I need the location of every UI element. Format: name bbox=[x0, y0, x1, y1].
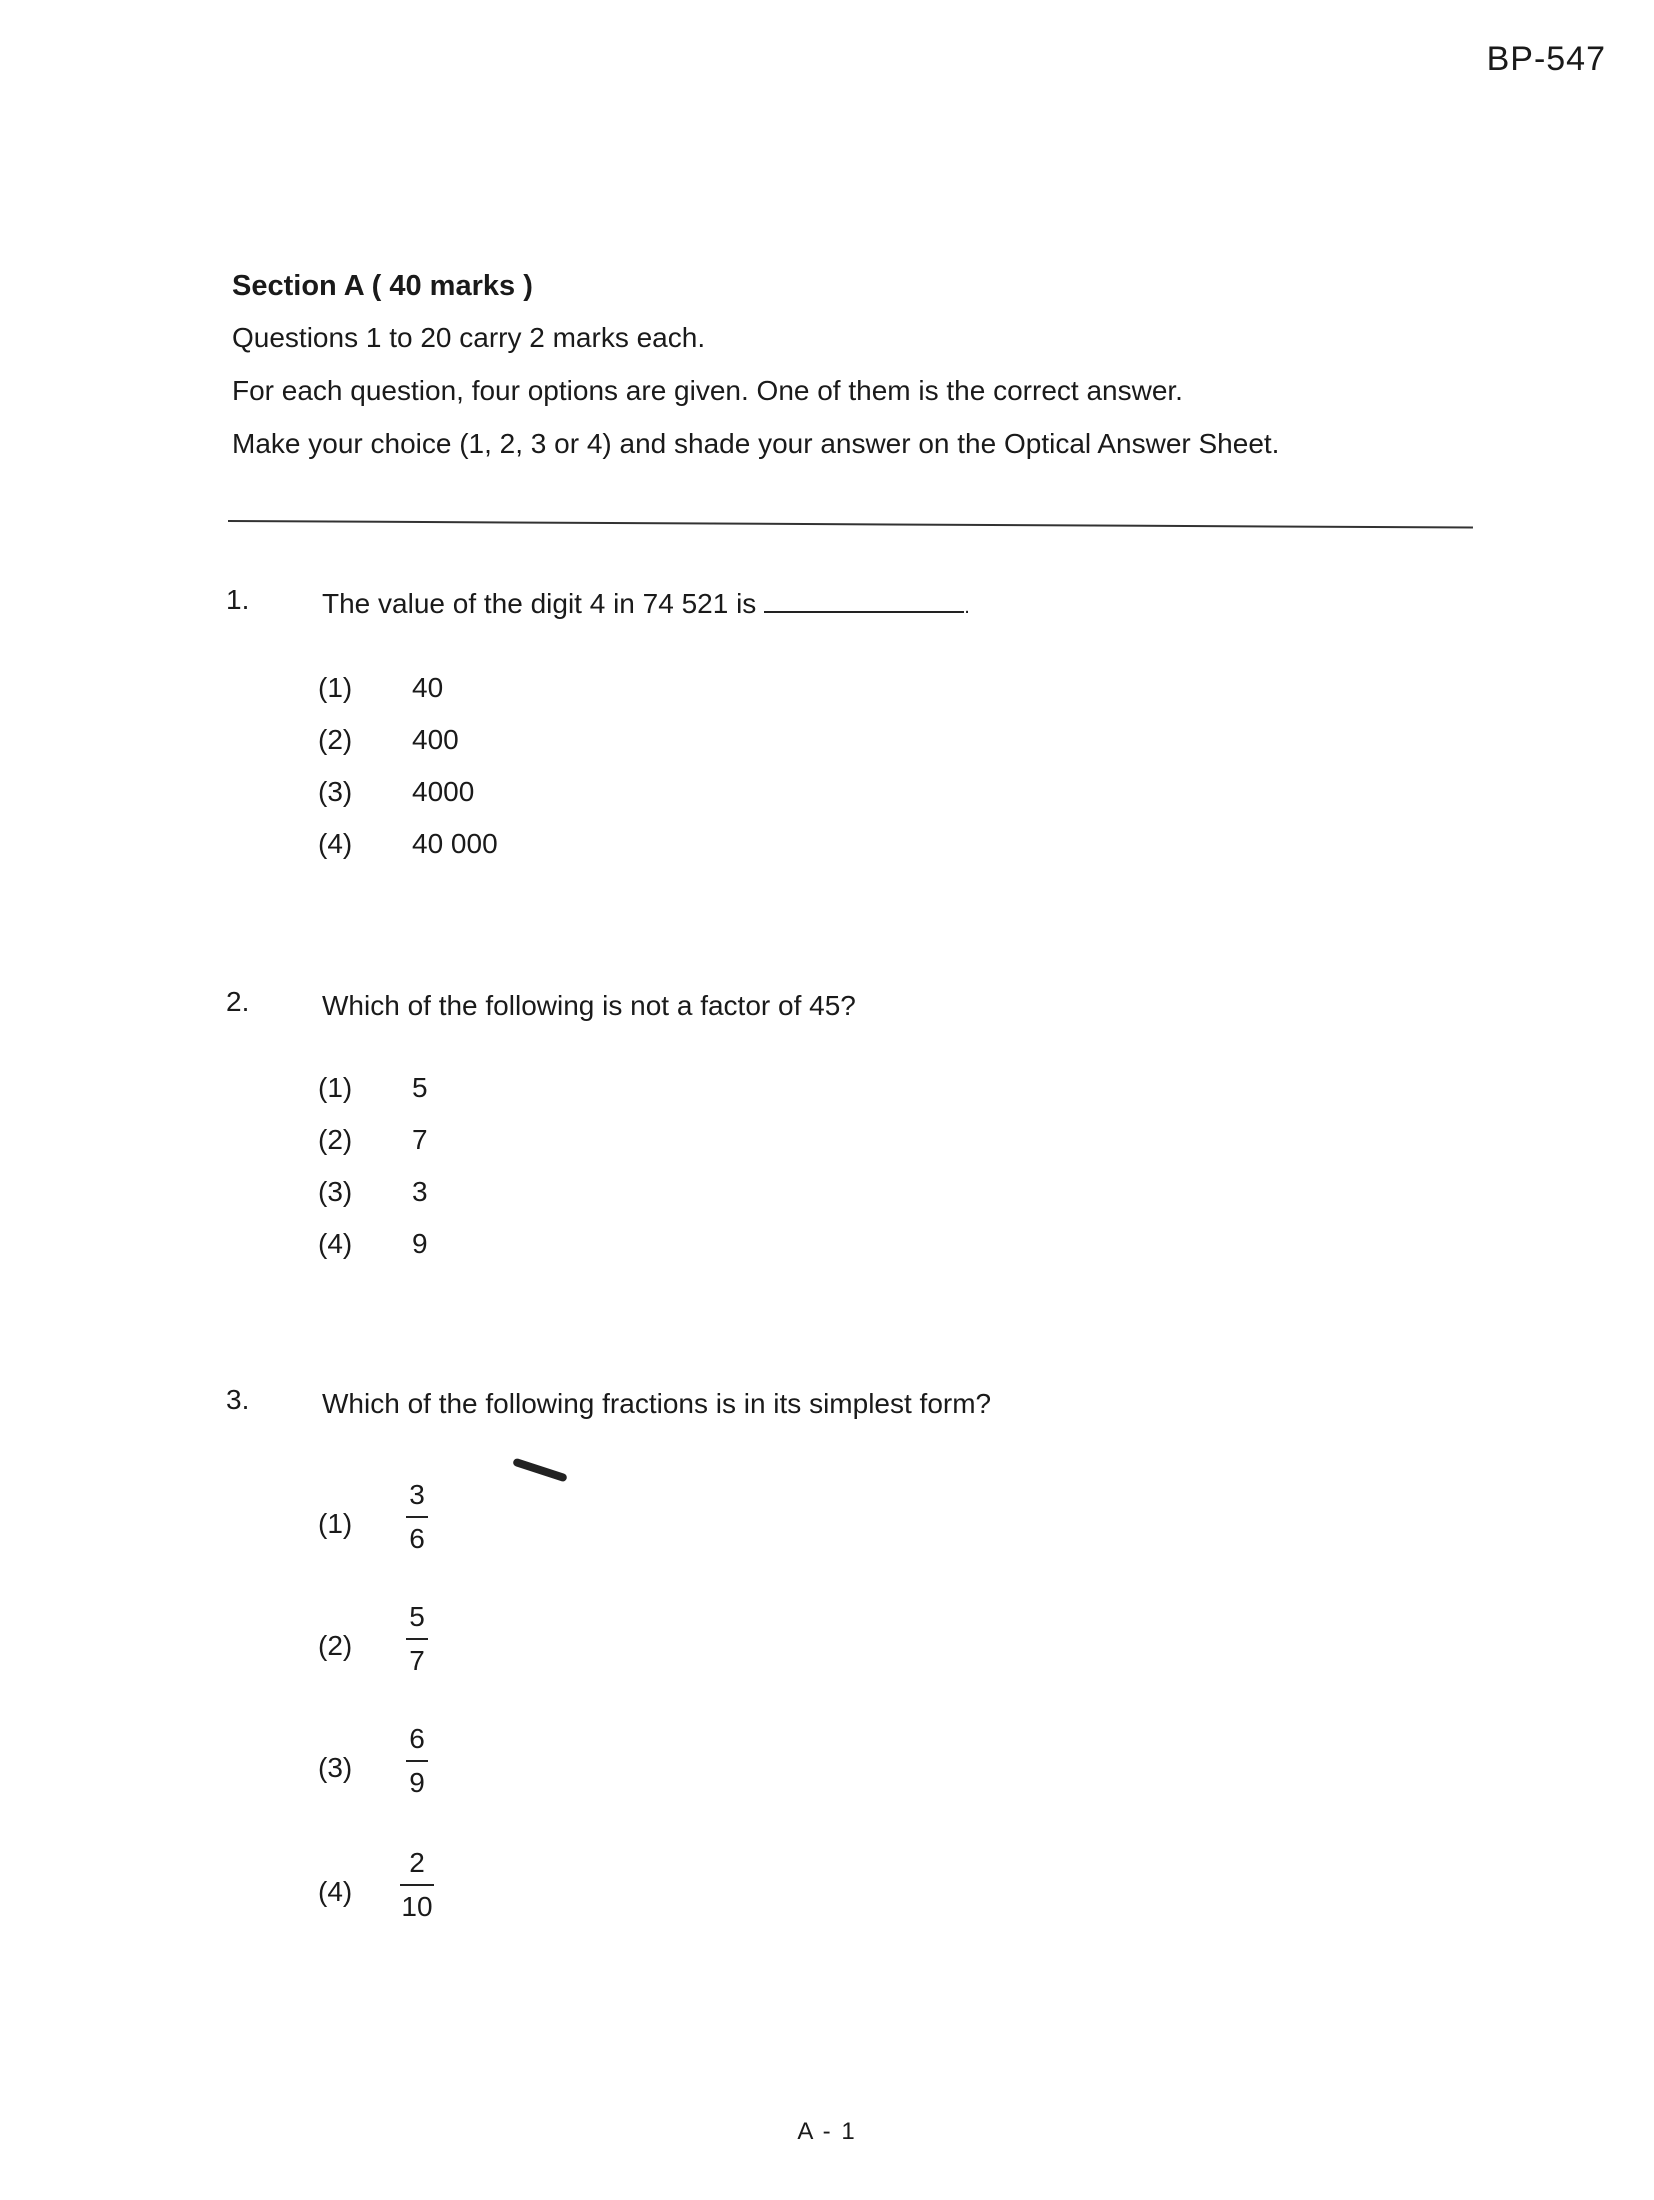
option-value: 3 bbox=[412, 1176, 428, 1207]
fraction-denominator: 6 bbox=[409, 1523, 425, 1554]
instruction-line: Make your choice (1, 2, 3 or 4) and shade your answer on the Optical Answer Sheet. bbox=[232, 428, 1280, 459]
question-text: Which of the following fractions is in its simplest form? bbox=[322, 1388, 992, 1419]
fraction-denominator: 7 bbox=[409, 1645, 425, 1676]
option-value: 4000 bbox=[412, 776, 475, 807]
fraction-numerator: 2 bbox=[409, 1847, 425, 1878]
question-text-content: The value of the digit 4 in 74 521 is bbox=[322, 588, 757, 619]
question-text bbox=[322, 588, 970, 620]
option-label: (3) bbox=[318, 1176, 353, 1207]
option-value: 9 bbox=[412, 1228, 428, 1259]
option-value: 400 bbox=[412, 724, 459, 755]
fraction-bar bbox=[406, 1760, 428, 1762]
option-fraction bbox=[396, 1846, 438, 1924]
option-value: 40 000 bbox=[412, 828, 498, 859]
option-label: (2) bbox=[318, 724, 353, 755]
option-label: (4) bbox=[318, 828, 353, 859]
question-number: 3. bbox=[226, 1384, 250, 1415]
fraction-bar bbox=[406, 1638, 428, 1640]
question-text: Which of the following is not a factor of 45? bbox=[322, 990, 856, 1021]
sentence-end: . bbox=[964, 596, 970, 618]
pen-mark bbox=[512, 1458, 568, 1483]
option-label: (2) bbox=[318, 1630, 353, 1661]
section-divider bbox=[228, 520, 1473, 529]
answer-blank bbox=[764, 589, 964, 613]
option-label: (4) bbox=[318, 1876, 353, 1907]
fraction-numerator: 6 bbox=[409, 1723, 425, 1754]
option-fraction bbox=[396, 1478, 438, 1556]
option-label: (3) bbox=[318, 776, 353, 807]
option-value: 40 bbox=[412, 672, 444, 703]
option-label: (2) bbox=[318, 1124, 353, 1155]
fraction-numerator: 5 bbox=[409, 1601, 425, 1632]
fraction-denominator: 9 bbox=[409, 1767, 425, 1798]
paper-code: BP-547 bbox=[1486, 40, 1606, 78]
option-label: (1) bbox=[318, 1508, 353, 1539]
fraction-numerator: 3 bbox=[409, 1479, 425, 1510]
section-title: Section A ( 40 marks ) bbox=[232, 270, 533, 302]
option-fraction bbox=[396, 1600, 438, 1678]
page-number: A - 1 bbox=[797, 2118, 857, 2145]
option-fraction bbox=[396, 1722, 438, 1800]
option-value: 7 bbox=[412, 1124, 428, 1155]
option-label: (1) bbox=[318, 672, 353, 703]
question-number: 2. bbox=[226, 986, 250, 1017]
option-label: (3) bbox=[318, 1752, 353, 1783]
option-value: 5 bbox=[412, 1072, 428, 1103]
option-label: (1) bbox=[318, 1072, 353, 1103]
instruction-line: For each question, four options are given. One of them is the correct answer. bbox=[232, 375, 1183, 406]
fraction-bar bbox=[406, 1516, 428, 1518]
fraction-denominator: 10 bbox=[401, 1891, 433, 1922]
instruction-line: Questions 1 to 20 carry 2 marks each. bbox=[232, 322, 706, 353]
fraction-bar bbox=[400, 1884, 434, 1886]
option-label: (4) bbox=[318, 1228, 353, 1259]
question-number: 1. bbox=[226, 584, 250, 615]
